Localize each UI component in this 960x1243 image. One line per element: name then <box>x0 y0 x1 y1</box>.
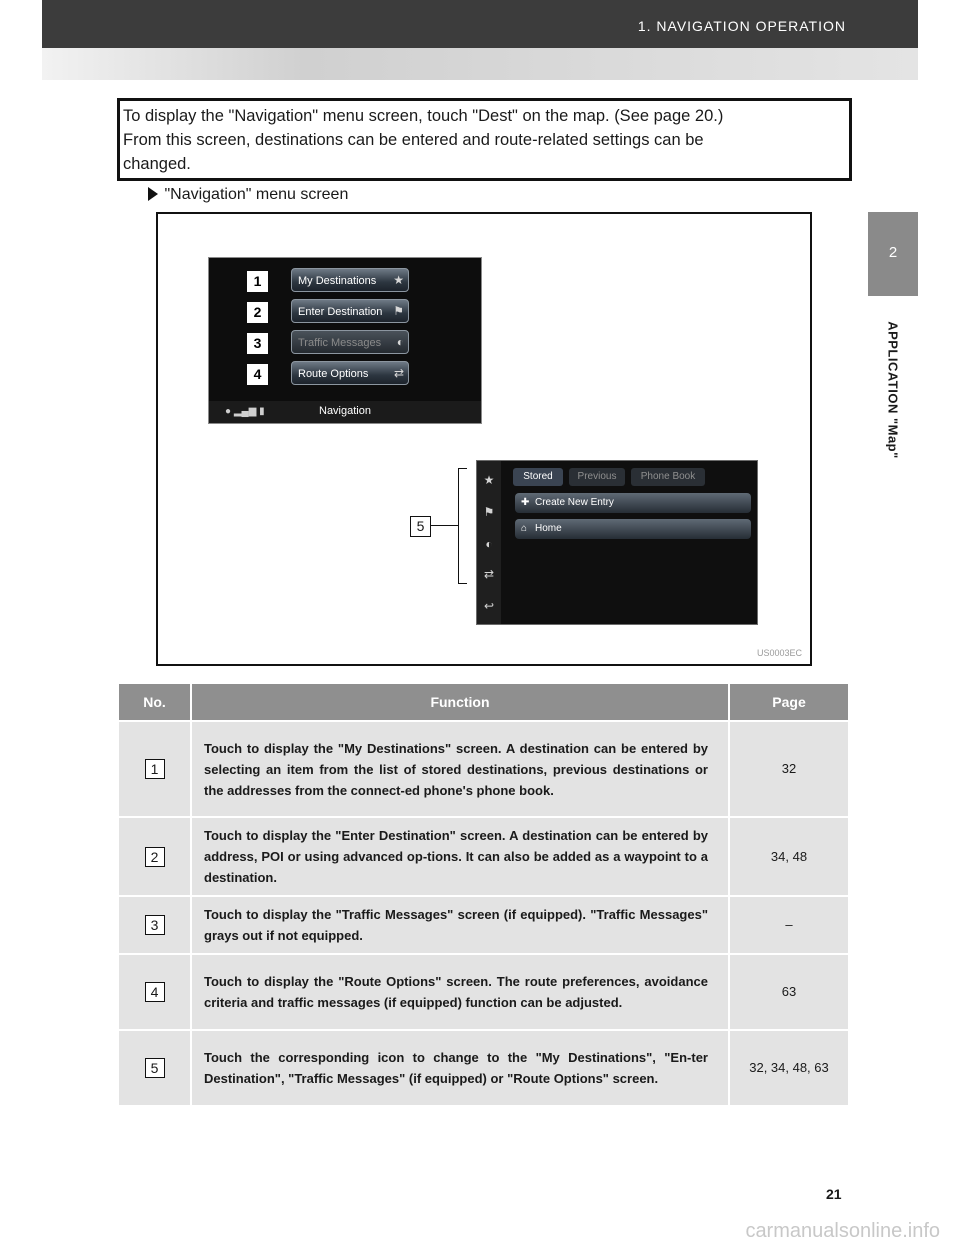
watermark: carmanualsonline.info <box>745 1220 940 1242</box>
row-number-cell <box>118 817 191 896</box>
row-number-cell <box>118 1030 191 1106</box>
intro-line-2: From this screen, destinations can be entered and route-related settings can be <box>123 131 704 149</box>
screen-title: Navigation <box>319 405 371 417</box>
home-icon: ⌂ <box>521 523 528 534</box>
row-number-cell <box>118 954 191 1030</box>
enter-destination-button[interactable] <box>291 299 409 323</box>
intro-line-3: changed. <box>123 155 191 173</box>
table-header-row <box>118 684 849 721</box>
header-function: Function <box>191 684 729 721</box>
figure-caption <box>148 186 348 204</box>
function-cell: Touch to display the "Traffic Messages" screen (if equipped). "Traffic Messages" grays out if not equipped. <box>191 896 729 954</box>
row-number: 5 <box>145 1058 165 1078</box>
tab-stored[interactable]: Stored <box>513 468 563 486</box>
star-icon: ★ <box>393 273 404 287</box>
item-number-box: 2 <box>247 302 268 323</box>
header-no: No. <box>118 684 191 721</box>
figure-frame <box>156 212 812 666</box>
function-cell: Touch to display the "Enter Destination" screen. A destination can be entered by address, POI or using advanced op-tions. It can also be added as a waypoint to a destination. <box>191 817 729 896</box>
header-bar <box>42 0 918 48</box>
create-new-entry-button[interactable] <box>515 493 751 513</box>
side-icon-bar <box>477 461 501 624</box>
row-number: 4 <box>145 982 165 1002</box>
nav-menu-row-4 <box>209 361 481 389</box>
function-cell: Touch to display the "Route Options" screen. The route preferences, avoidance criteria and traffic messages (if equipped) function can be adjusted. <box>191 954 729 1030</box>
row-label: Create New Entry <box>535 497 614 508</box>
callout-leader-line <box>430 525 458 526</box>
header-strip <box>42 48 918 80</box>
row-number: 2 <box>145 847 165 867</box>
flag-icon: ⚑ <box>393 304 404 318</box>
page-cell: 34, 48 <box>729 817 849 896</box>
button-label: My Destinations <box>298 275 377 287</box>
row-number: 3 <box>145 915 165 935</box>
function-table <box>117 684 850 1107</box>
route-options-icon[interactable]: ⇄ <box>483 567 495 581</box>
page-cell: – <box>729 896 849 954</box>
chapter-label: APPLICATION "Map" <box>885 321 901 459</box>
figure-caption-text: "Navigation" menu screen <box>164 186 349 203</box>
tab-previous[interactable]: Previous <box>569 468 625 486</box>
button-label: Enter Destination <box>298 306 383 318</box>
page-cell: 32, 34, 48, 63 <box>729 1030 849 1106</box>
callout-number-box: 5 <box>410 516 431 537</box>
navigation-menu-screen <box>208 257 482 424</box>
nav-menu-row-1 <box>209 268 481 296</box>
item-number-box: 4 <box>247 364 268 385</box>
header-page: Page <box>729 684 849 721</box>
item-number-box: 3 <box>247 333 268 354</box>
tab-phone-book[interactable]: Phone Book <box>631 468 705 486</box>
row-number-cell <box>118 896 191 954</box>
button-label: Traffic Messages <box>298 337 382 349</box>
section-title: 1. NAVIGATION OPERATION <box>637 18 846 34</box>
home-button[interactable] <box>515 519 751 539</box>
figure-code: US0003EC <box>756 648 802 658</box>
my-destinations-icon[interactable]: ★ <box>483 473 495 487</box>
table-row <box>118 896 849 954</box>
route-options-button[interactable] <box>291 361 409 385</box>
plus-icon: ✚ <box>521 497 530 508</box>
row-number-cell <box>118 721 191 817</box>
my-destinations-button[interactable] <box>291 268 409 292</box>
traffic-messages-icon[interactable]: ◐ <box>485 537 493 551</box>
row-label: Home <box>535 523 562 534</box>
row-number: 1 <box>145 759 165 779</box>
nav-menu-row-3 <box>209 330 481 358</box>
intro-line-1: To display the "Navigation" menu screen, touch "Dest" on the map. (See page 20.) <box>123 107 724 125</box>
status-bar <box>209 401 481 423</box>
intro-box <box>117 98 852 181</box>
route-icon: ⇄ <box>393 366 404 380</box>
chapter-tab[interactable] <box>868 212 918 296</box>
enter-destination-icon[interactable]: ⚑ <box>483 505 495 519</box>
table-row <box>118 1030 849 1106</box>
back-icon[interactable]: ↩ <box>483 599 495 613</box>
traffic-messages-button[interactable] <box>291 330 409 354</box>
page-cell: 63 <box>729 954 849 1030</box>
caption-arrow-icon <box>148 187 158 201</box>
button-label: Route Options <box>298 368 369 380</box>
table-row <box>118 954 849 1030</box>
destination-screen <box>476 460 758 625</box>
function-cell: Touch to display the "My Destinations" screen. A destination can be entered by selecting an item from the list of stored destinations, previous destinations or the addresses from the connect-ed phone's phone book. <box>191 721 729 817</box>
page-cell: 32 <box>729 721 849 817</box>
traffic-icon: ◐ <box>396 335 404 349</box>
page-number: 21 <box>826 1186 842 1202</box>
signal-icon: ● ▂▄▆ ▮ <box>225 406 265 417</box>
table-row <box>118 817 849 896</box>
chapter-number: 2 <box>888 244 898 261</box>
nav-menu-row-2 <box>209 299 481 327</box>
function-cell: Touch the corresponding icon to change to the "My Destinations", "En-ter Destination", "Traffic Messages" (if equipped) or "Route Options" screen. <box>191 1030 729 1106</box>
table-row <box>118 721 849 817</box>
callout-bracket <box>458 468 467 584</box>
item-number-box: 1 <box>247 271 268 292</box>
